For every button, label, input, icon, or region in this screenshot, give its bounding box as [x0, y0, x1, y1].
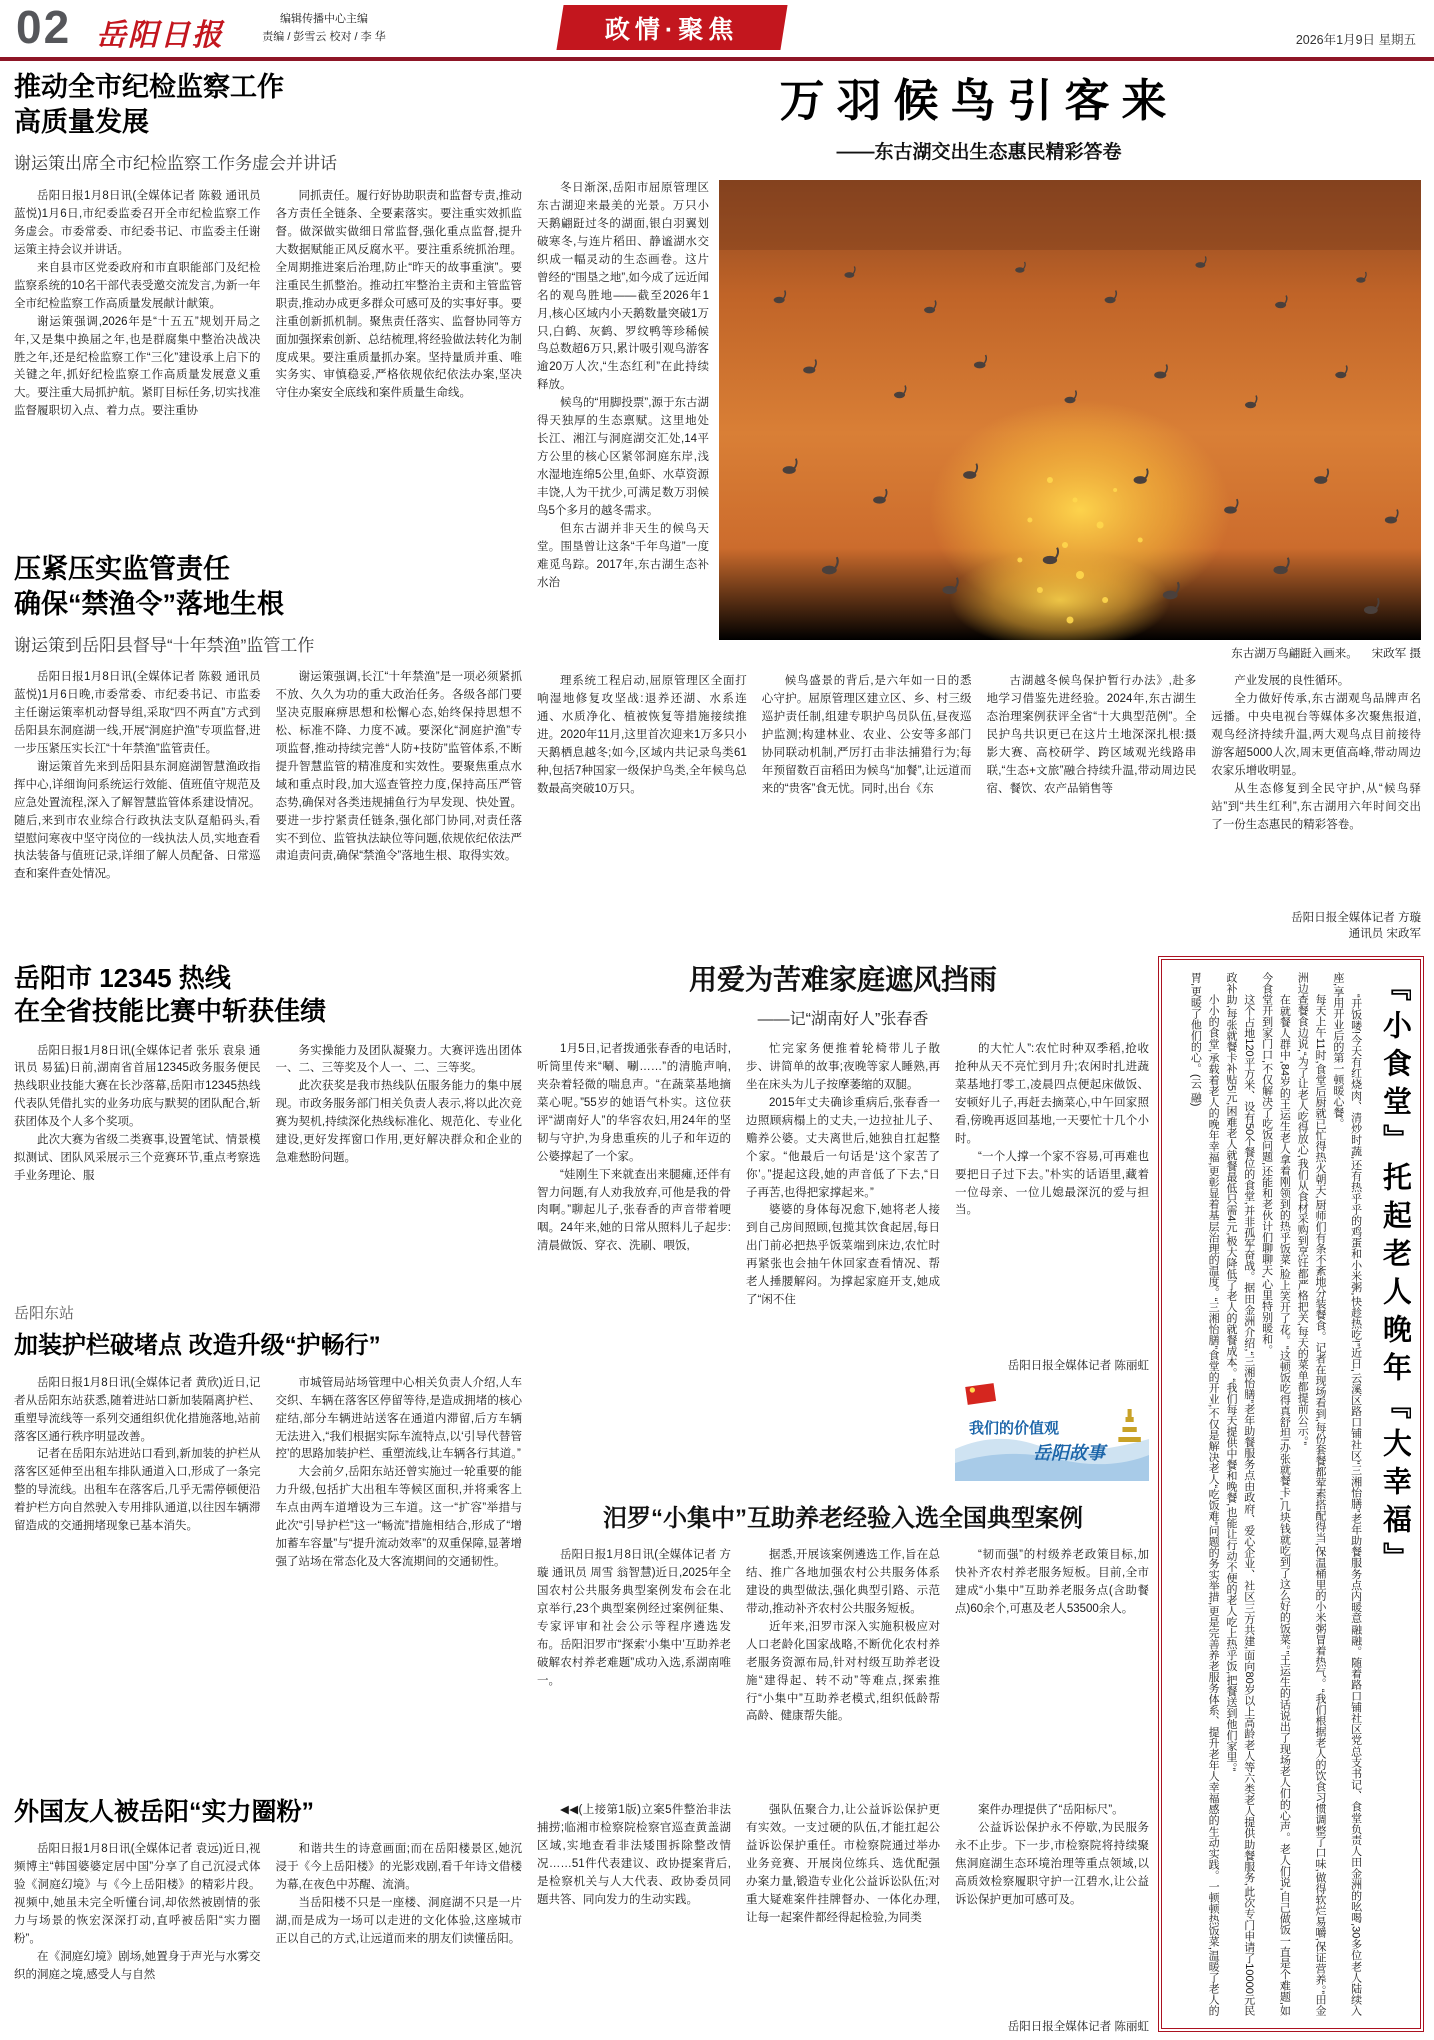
body-column [14, 669, 261, 929]
body-column [987, 673, 1197, 941]
article-migratory-birds [537, 64, 1421, 952]
editor-names: 责编 / 彭雪云 校对 / 李 华 [262, 30, 386, 43]
paragraph: 候鸟的“用脚投票”,源于东古湖得天独厚的生态禀赋。这里地处长江、湘江与洞庭湖交汇处,14平方公里的核心区紧邻洞庭东岸,浅水湿地连绵5公里,鱼虾、水草资源丰饶,人为干扰少,可满足数万羽候鸟5个多月的越冬需求。 [537, 397, 709, 517]
body-column [537, 1547, 731, 1777]
body-column [276, 669, 523, 929]
paragraph: 市城管局站场管理中心相关负责人介绍,人车交织、车辆在落客区停留等待,是造成拥堵的核心症结,部分车辆进站送客在通道内滞留,后方车辆无法进入,“我们根据实际车流特点,以‘引导代替管控’的思路加装护栏、重塑流线,让车辆各行其道。” [275, 1376, 522, 1461]
swan-lake-photo [719, 180, 1421, 640]
paragraph: 来自县市区党委政府和市直职能部门及纪检监察系统的10名干部代表受邀交流发言,为新一年全市纪检监察工作高质量发展献计献策。 [14, 261, 261, 310]
vertical-headline: 『小食堂』托起老人晚年『大幸福』 [1379, 972, 1411, 1580]
body-column [762, 673, 972, 941]
body-column [1211, 673, 1421, 941]
paragraph: 全力做好传承,东古湖观鸟品牌声名远播。中央电视台等媒体多次聚焦报道,观鸟经济持续升温,两大观鸟点目前接待游客超5000人次,周末更值高峰,带动周边农家乐增收明显。 [1211, 692, 1421, 777]
paragraph: “韧而强”的村级养老政策目标,加快补齐农村养老服务短板。目前,全市建成“小集中”互助养老服务点(含助餐点)60余个,可惠及老人53500余人。 [955, 1549, 1149, 1615]
paragraph: 小小的食堂,承载着老人的晚年幸福,更彰显着基层治理的温度。“三湘怡膳”食堂的开业,不仅是解决老人“吃饭难”问题的务实举措,更是完善养老服务体系、提升老年人幸福感的生动实践。一顿顿热饭菜,温暖了老人的胃,更暖了他们的心。(云 融) [1189, 972, 1220, 2016]
vertical-body [1186, 972, 1364, 2016]
paragraph: 1月5日,记者拨通张春香的电话时,听筒里传来“唰、唰……”的清脆声响,夹杂着轻微的喘息声。“在蔬菜基地摘菜心呢。”55岁的她语气朴实。这位获评“湖南好人”的华容农妇,用24年的坚韧与守护,为身患重疾的儿子和年迈的公婆撑起了一个家。 [537, 1043, 731, 1163]
paragraph: 此次获奖是我市热线队伍服务能力的集中展现。市政务服务部门相关负责人表示,将以此次竞赛为契机,持续深化热线标准化、规范化、专业化建设,更好发挥窗口作用,更好解决群众和企业的急难愁盼问题。 [275, 1080, 522, 1165]
paragraph: 谢运策首先来到岳阳县东洞庭湖智慧渔政指挥中心,详细询问系统运行效能、值班值守规范及应急处置流程,深入了解智慧监管体系建设情况。随后,来到市农业综合行政执法支队趸船码头,看望慰问寒夜中坚守岗位的一线执法人员,实地查看执法装备与值班记录,详细了解人员配备、日常巡查和案件查处情况。 [14, 760, 261, 881]
main-subtitle: ——东古湖交出生态惠民精彩答卷 [836, 142, 1122, 163]
flag-icon [965, 1383, 996, 1405]
body-column [537, 180, 709, 660]
paragraph: 当岳阳楼不只是一座楼、洞庭湖不只是一片湖,而是成为一场可以走进的文化体验,这座城市正以自己的方式,让远道而来的朋友们读懂岳阳。 [275, 1896, 522, 1945]
paragraph: 从生态修复到全民守护,从“候鸟驿站”到“共生红利”,东古湖用六年时间交出了一份生态惠民的精彩答卷。 [1211, 782, 1421, 831]
byline: 岳阳日报全媒体记者 陈丽虹 [1007, 2021, 1149, 2033]
paragraph: 记者在岳阳东站进站口看到,新加装的护栏从落客区延伸至出租车排队通道入口,形成了一条完整的导流线。出租车在落客后,几乎无需停顿便沿着护栏方向自然驶入专用排队通道,以往因车辆滞留造成的交通拥堵现象已基本消失。 [14, 1448, 261, 1533]
paragraph: 岳阳日报1月8日讯(全媒体记者 陈毅 通讯员 蓝悦)1月6日,市纪委监委召开全市纪检监察工作务虚会。市委常委、市纪委书记、市监委主任谢运策主持会议并讲话。 [14, 190, 261, 256]
paragraph: “一个人撑一个家不容易,可再难也要把日子过下去。”朴实的话语里,藏着一位母亲、一位儿媳最深沉的爱与担当。 [955, 1150, 1149, 1217]
body-column [955, 1041, 1149, 1481]
photo-caption: 东古湖万鸟翩跹入画来。 宋政军 摄 [1231, 648, 1421, 660]
paragraph: 和谐共生的诗意画面;而在岳阳楼景区,她沉浸于《今上岳阳楼》的光影戏剧,看千年诗文借楼为幕,在夜色中苏醒、流淌。 [275, 1843, 522, 1891]
body-column [537, 673, 747, 941]
headline: 压紧压实监管责任 确保“禁渔令”落地生根 [14, 554, 284, 619]
paragraph: 理系统工程启动,屈原管理区全面打响湿地修复攻坚战:退养还湖、水系连通、水质净化、植被恢复等措施接续推进。2020年11月,这里首次迎来1万多只小天鹅栖息越冬;如今,区域内共记录鸟类61种,包括7种国家一级保护鸟类,全年候鸟总数最高突破10万只。 [537, 675, 747, 795]
tower-icon [1118, 1409, 1140, 1442]
paragraph: 务实操能力及团队凝聚力。大赛评选出团体一、二、三等奖及个人一、二、三等奖。 [275, 1044, 522, 1075]
body-column [276, 1375, 523, 1775]
paragraph: 这个占地120平方米、设有50个餐位的食堂,并非孤军奋战。据田金洲介绍,“三湘怡膳”老年助餐服务点由政府、爱心企业、社区三方共建,面向80岁以上高龄老人等六类老人提供助餐服务,此次专门申请了10000元民政补助,每张就餐卡补贴5元,困难老人就餐最低只需4元,极大降低了老人的就餐成本。“我们每天提供中餐和晚餐,也能让行动不便的老人吃上热乎饭,把餐送到他们家里。” [1224, 972, 1255, 2016]
body-column [955, 1547, 1149, 1777]
kicker: 岳阳东站 [14, 1305, 75, 1322]
section-banner [556, 5, 787, 50]
body-column [276, 1841, 523, 2021]
article-continuation [537, 1802, 1149, 2034]
byline: 岳阳日报全媒体记者 方璇 通讯员 宋政军 [1291, 912, 1421, 940]
paragraph: 每天上午11时,食堂后厨就已忙得热火朝天,厨师们有条不紊地分装餐食。记者在现场看到,每份套餐都荤素搭配得当,保温桶里的小米粥冒着热气。“我们根据老人的饮食习惯调整了口味,做得软烂易嚼,保证营养。”田金洲边查餐食边说,“为了让老人吃得放心,我们从食材采购到烹饪都严格把关,每天的菜单都提前公示。” [1296, 972, 1327, 2016]
paragraph: 谢运策强调,长江“十年禁渔”是一项必须紧抓不放、久久为功的重大政治任务。各级各部门要坚决克服麻痹思想和松懈心态,始终保持思想不松、标准不降、力度不减。要深化“洞庭护渔”专项监督,推动持续完善“人防+技防”监管体系,不断提升智慧监管的精准度和实效性。要聚焦重点水域和重点时段,加大巡查管控力度,保持高压严管态势,确保对各类违规捕鱼行为早发现、快处置。要进一步拧紧责任链条,强化部门协同,对责任落实不到位、监管执法缺位等问题,依规依纪依法严肃追责问责,确保“禁渔令”落地生根、取得实效。 [275, 671, 522, 863]
article-12345-hotline [14, 962, 522, 1296]
article-elder-canteen [1158, 956, 1424, 2032]
paragraph: ◀◀(上接第1版)立案5件整治非法捕捞;临湘市检察院检察官巡查黄盖湖区域,实地查看非法矮围拆除整改情况……51件代表建议、政协提案背后,是检察机关与人大代表、政协委员同题共答、同向发力的生动实践。 [537, 1804, 731, 1906]
paragraph: 近年来,汨罗市深入实施积极应对人口老龄化国家战略,不断优化农村养老服务资源布局,针对村级互助养老设施“建得起、转不动”等难点,探索推行“小集中”互助养老模式,组织低龄帮高龄、健康帮失能。 [746, 1620, 940, 1723]
article-discipline-inspection [14, 70, 522, 550]
paragraph: “娃刚生下来就查出来腿瘫,还伴有智力问题,有人劝我放弃,可他是我的骨肉啊。”聊起儿子,张春香的声音带着哽咽。24年来,她的日常从照料儿子起步:清晨做饭、穿衣、洗刷、喂饭, [537, 1168, 731, 1253]
body-column [746, 1041, 940, 1481]
headline: 汨罗“小集中”互助养老经验入选全国典型案例 [603, 1505, 1083, 1532]
editor-info [224, 11, 424, 46]
page-date: 2026年1月9日 星期五 [1295, 33, 1416, 47]
values-logo [955, 1379, 1149, 1481]
paragraph: 案件办理提供了“岳阳标尺”。 [978, 1804, 1124, 1816]
subhead: 谢运策出席全市纪检监察工作务虚会并讲话 [14, 154, 337, 174]
paragraph: 岳阳日报1月8日讯(全媒体记者 方璇 通讯员 周雪 翁智慧)近日,2025年全国农村公共服务典型案例发布会在北京举行,23个典型案例经过案例征集、专家评审和社会公示等程序遴选发布。岳阳汨罗市“探索‘小集中’互助养老破解农村养老难题”成功入选,系湖南唯一。 [537, 1549, 731, 1687]
paragraph: 冬日渐深,岳阳市屈原管理区东古湖迎来最美的光景。万只小天鹅翩跹过冬的湖面,银白羽翼划破寒冬,与连片稻田、静谧湖水交织成一幅灵动的生态画卷。这片曾经的“围垦之地”,如今成了远近闻名的观鸟胜地——截至2026年1月,核心区域内小天鹅数量突破1万只,白鹤、灰鹤、罗纹鸭等珍稀候鸟总数超6万只,累计吸引观鸟游客逾20万人次,“生态红利”在此持续释放。 [537, 182, 709, 392]
paragraph: 岳阳日报1月8日讯(全媒体记者 陈毅 通讯员 蓝悦)1月6日晚,市委常委、市纪委书记、市监委主任谢运策率机动督导组,采取“四不两直”方式到岳阳县东洞庭湖一线,开展“洞庭护渔”专项监督,进一步压紧压实长江“十年禁渔”监管责任。 [14, 671, 261, 755]
paragraph: 公益诉讼保护永不停歇,为民服务永不止步。下一步,市检察院将持续聚焦洞庭湖生态环境治理等重点领域,以高质效检察履职守护一江碧水,让公益诉讼保护更加可感可及。 [955, 1821, 1149, 1906]
newspaper-logo: 岳阳日报 [96, 18, 224, 53]
paragraph: 岳阳日报1月8日讯(全媒体记者 黄欣)近日,记者从岳阳东站获悉,随着进站口新加装隔离护栏、重塑导流线等一系列交通组织优化措施落地,站前落客区通行秩序明显改善。 [14, 1376, 261, 1443]
paragraph: 强队伍聚合力,让公益诉讼保护更有实效。一支过硬的队伍,才能扛起公益诉讼保护重任。市检察院通过举办业务竞赛、开展岗位练兵、选优配强办案力量,锻造专业化公益诉讼队伍;对重大疑难案件挂牌督办、一体化办理,让每一起案件都经得起检验,为同类 [746, 1804, 940, 1924]
paragraph: 在《洞庭幻境》剧场,她置身于声光与水雾交织的洞庭之境,感受人与自然 [14, 1950, 261, 1981]
paragraph: 岳阳日报1月8日讯(全媒体记者 袁远)近日,视频博主“韩国婆婆定居中国”分享了自己沉浸式体验《洞庭幻境》与《今上岳阳楼》的精彩片段。视频中,她虽未完全听懂台词,却依然被剧情的张力与场景的恢宏深深打动,直呼被岳阳“实力圈粉”。 [14, 1843, 261, 1945]
headline: 外国友人被岳阳“实力圈粉” [14, 1798, 315, 1826]
paragraph: 候鸟盛景的背后,是六年如一日的悉心守护。屈原管理区建立区、乡、村三级巡护责任制,组建专职护鸟员队伍,昼夜巡护监测;构建林业、农业、公安等多部门协同联动机制,严厉打击非法捕猎行为;每年预留数百亩稻田为候鸟“加餐”,让远道而来的“贵客”食无忧。同时,出台《东 [761, 675, 972, 795]
body-column [746, 1547, 940, 1777]
paragraph: 大会前夕,岳阳东站还曾实施过一轮重要的能力升级,包括扩大出租车等候区面积,并将乘客上车点由两车道增设为三车道。这一“扩容”举措与此次“引导护栏”这一“畅流”措施相结合,形成了“增加蓄车容量”与“提升流动效率”的双重保障,显著增强了站场在常态化及大客流期间的交通韧性。 [275, 1466, 522, 1569]
header-rule [0, 57, 1434, 61]
body-column [746, 1802, 940, 2034]
page-number: 02 [16, 1, 72, 53]
article-fishing-ban [14, 552, 522, 958]
subhead: 谢运策到岳阳县督导“十年禁渔”监管工作 [14, 636, 315, 656]
paragraph: 婆婆的身体每况愈下,她将老人接到自己房间照顾,包揽其饮食起居,每日出门前必把热乎饭菜端到床边,农忙时再紧张也会抽午休回家查看情况、帮老人捶腰解闷。为撑起家庭开支,她成了“闲不住 [746, 1204, 940, 1307]
body-column [14, 188, 261, 488]
values-line2: 岳阳故事 [1033, 1443, 1105, 1464]
article-east-station [14, 1302, 522, 1788]
paragraph: 谢运策强调,2026年是“十五五”规划开局之年,又是集中换届之年,也是群腐集中整治决战决胜之年,还是纪检监察工作“三化”建设承上启下的关键之年,抓好纪检监察工作高质量发展意义重大。要注重大局抓护航。紧盯目标任务,切实找准监督履职切入点、着力点。要注重协 [14, 315, 261, 418]
headline: 加装护栏破堵点 改造升级“护畅行” [14, 1332, 381, 1359]
paragraph: 的大忙人”:农忙时种双季稻,抢收抢种从天不亮忙到月升;农闲时扎进蔬菜基地打零工,凌晨四点便起床做饭、安顿好儿子,再赶去摘菜心,中午回家照看,傍晚再返回基地,一天要忙十几个小时。 [955, 1043, 1149, 1145]
article-zhang-chunxiang [537, 958, 1149, 1494]
values-line1: 我们的价值观 [969, 1420, 1060, 1437]
paragraph: 在就餐人群中,84岁的王运生老人拿着刚领到的热乎饭菜,脸上笑开了花。“这顿饭吃得真舒坦!办张就餐卡,几块钱就吃到了这么好的饭菜。”王运生的话说出了现场老人们的心声。老人们说,自己做饭一直是个难题,如今食堂开到家门口,不仅解决了吃饭问题,还能和老伙计们聊聊天,心里特别暖和。 [1260, 972, 1291, 2016]
paragraph: 此次大赛为省级二类赛事,设置笔试、情景模拟测试、团队风采展示三个竞赛环节,重点考察选手业务理论、服 [14, 1134, 261, 1183]
headline: 推动全市纪检监察工作 高质量发展 [14, 72, 284, 137]
body-column [537, 1802, 731, 2034]
article-miluo-elder-care [537, 1498, 1149, 1796]
body-column [14, 1043, 261, 1283]
body-column [14, 1841, 261, 2021]
body-column [276, 1043, 523, 1283]
photo-credit: 宋政军 摄 [1371, 648, 1421, 660]
body-column [276, 188, 523, 488]
headline: 岳阳市 12345 热线 在全省技能比赛中斩获佳绩 [14, 963, 327, 1027]
article-foreign-friends [14, 1796, 522, 2036]
body-column [537, 1041, 731, 1481]
paragraph: 忙完家务便推着轮椅带儿子散步、讲简单的故事;夜晚等家人睡熟,再坐在床头为儿子按摩萎缩的双腿。 [746, 1043, 940, 1091]
main-headline: 万羽候鸟引客来 [779, 75, 1179, 126]
paragraph: “开饭喽!今天有红烧肉、清炒时蔬,还有热乎乎的鸡蛋和小米粥,快趁热吃!”近日,云溪区路口铺社区“三湘怡膳”老年助餐服务点内暖意融融。随着路口铺社区党总支书记、食堂负责人田金洲的吆喝,30多位老人陆续入座,享用开业后的第一顿暖心餐。 [1331, 972, 1362, 2016]
vertical-text-area [1171, 972, 1411, 2016]
body-column [14, 1375, 261, 1775]
byline: 岳阳日报全媒体记者 陈丽虹 [1007, 1360, 1149, 1372]
photo-block [719, 180, 1421, 661]
body-column [955, 1802, 1149, 2034]
section-title: 政情·聚焦 [605, 15, 739, 44]
headline: 用爱为苦难家庭遮风挡雨 [688, 964, 997, 995]
editor-title: 编辑传播中心主编 [280, 13, 368, 25]
paragraph: 同抓责任。履行好协助职责和监督专责,推动各方责任全链条、全要素落实。要注重实效抓监督。做深做实做细日常监督,强化重点监督,提升大数据赋能正风反腐水平。要注重系统抓治理。全周期推进案后治理,防止“昨天的故事重演”。要注重民生抓整治。推动扛牢整治主责和主管监管职责,推动办成更多群众可感可及的实事好事。要注重创新抓机制。聚焦责任落实、监督协同等方面加强探索创新、总结梳理,将经验做法转化为制度成果。要注重质量抓办案。坚持量质并重、唯实务实、审慎稳妥,严格依规依纪依法办案,坚决守住办案安全底线和案件质量生命线。 [275, 190, 522, 400]
paragraph: 产业发展的良性循环。 [1234, 675, 1350, 687]
paragraph: 但东古湖并非天生的候鸟天堂。围垦曾让这条“千年鸟道”一度难觅鸟踪。2017年,东古湖生态补水治 [537, 522, 709, 589]
subtitle: ——记“湖南好人”张春香 [757, 1011, 929, 1028]
paragraph: 据悉,开展该案例遴选工作,旨在总结、推广各地加强农村公共服务体系建设的典型做法,强化典型引路、示范带动,推动补齐农村公共服务短板。 [746, 1549, 940, 1615]
paragraph: 2015年丈夫确诊重病后,张春香一边照顾病榻上的丈夫,一边拉扯儿子、赡养公婆。丈夫离世后,她独自扛起整个家。“他最后一句话是‘这个家苦了你’。”提起这段,她的声音低了下去,“日子再苦,也得把家撑起来。” [746, 1096, 940, 1199]
paragraph: 岳阳日报1月8日讯(全媒体记者 张乐 袁泉 通讯员 易猛)日前,湖南省首届12345政务服务便民热线职业技能大赛在长沙落幕,岳阳市12345热线代表队凭借扎实的业务功底与默契的团队配合,斩获团体及个人多个奖项。 [14, 1044, 261, 1129]
paragraph: 古湖越冬候鸟保护暂行办法》,赴多地学习借鉴先进经验。2024年,东古湖生态治理案例获评全省“十大典型范例”。全民护鸟共识更已在这片土地深深扎根:摄影大赛、高校研学、跨区域观光线路串联,“生态+文旅”融合持续升温,带动周边民宿、餐饮、农产品销售等 [986, 675, 1197, 795]
